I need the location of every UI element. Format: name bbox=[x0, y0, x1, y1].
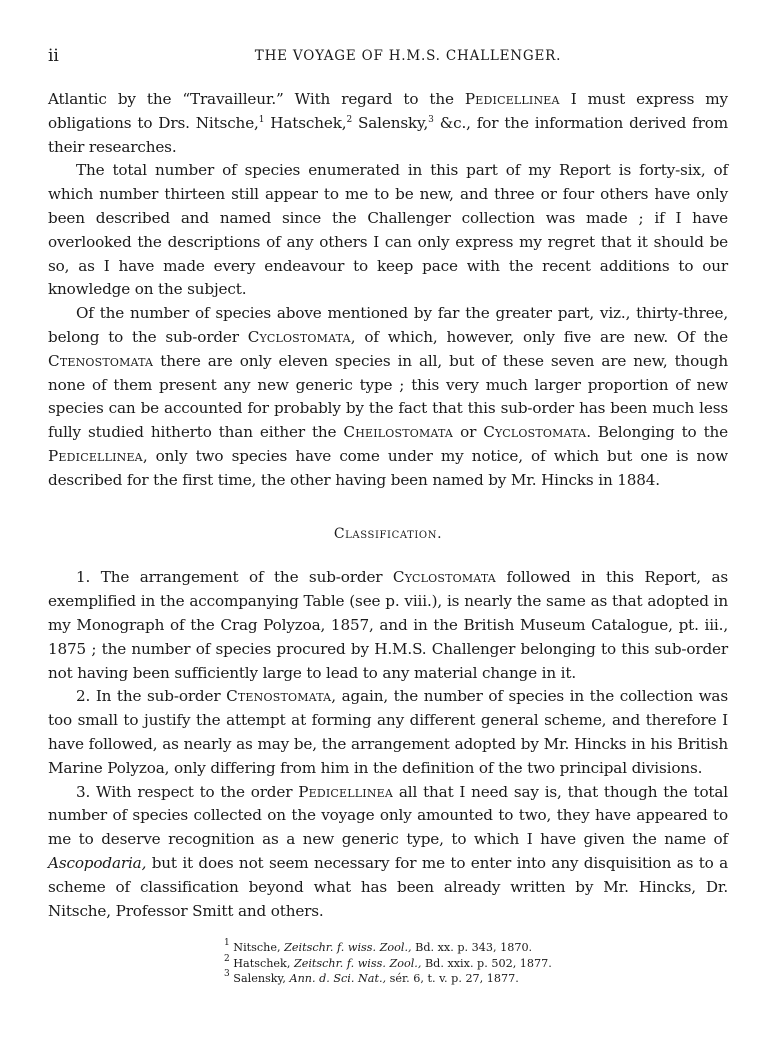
footnote-ref: 2 bbox=[346, 114, 353, 125]
page-number: ii bbox=[48, 46, 59, 66]
page-header bbox=[48, 42, 728, 66]
classification-item-1: 1. The arrangement of the sub-order Cyclostomata followed in this Report, as exemplified in the accompanying Table (see p. viii.), is nearly the same as that adopted in my Monograph of the Crag Polyzoa, 1857, and in the British Museum Catalogue, pt. iii., 1875 ; the number of species procured by H.M.S. Challenger belonging to this sub-order not having been sufficiently large to lead to any material change in it. bbox=[48, 568, 728, 682]
footnote-ref: 3 bbox=[428, 114, 434, 125]
footnote: $^3$ Salensky, Ann. d. Sci. Nat., sér. 6, t. v. p. 27, 1877. bbox=[224, 969, 519, 985]
footnote: $^2$ Hatschek, Zeitschr. f. wiss. Zool., Bd. xxix. p. 502, 1877. bbox=[224, 953, 552, 970]
classification-item-3: 3. With respect to the order Pedicellinea all that I need say is, that though the total number of species collected on the voyage only amounted to two, they have appeared to me to deserve recognition as a new generic type, to which I have given the name of Ascopodaria, but it does not seem necessary for me to enter into any disquisition as to a scheme of classification beyond what has been already written by Mr. Hincks, Dr. Nitsche, Professor Smitt and others. bbox=[48, 782, 729, 920]
paragraph-suborders: Of the number of species above mentioned by far the greater part, viz., thirty-three, belong to the sub-order Cyclostomata, of which, however, only five are new. Of the Ctenostomata there are only eleven species in all, but of these seven are new, though none of them present any new generic type ; this very much larger proportion of new species can be accounted for probably by the fact that this sub-order has been much less fully studied hitherto than either the Cheilostomata or Cyclostomata. Belonging to the Pedicellinea, only two species have come under my notice, of which but one is now described for the first time, the other having been named by Mr. Hincks in 1884. bbox=[48, 304, 728, 489]
footnote: $^1$ Nitsche, Zeitschr. f. wiss. Zool., Bd. xx. p. 343, 1870. bbox=[224, 938, 533, 954]
footnote-ref: 1 bbox=[258, 114, 265, 125]
paragraph-species-count: The total number of species enumerated in this part of my Report is forty-six, of which number thirteen still appear to me to be new, and three or four others have only been described and named since the Challenger collection was made ; if I have overlooked the descriptions of any others I can only express my regret that it should be so, as I have made every endeavour to keep pace with the recent additions to our knowledge on the subject. bbox=[48, 161, 728, 299]
section-heading: Classification. bbox=[333, 525, 443, 542]
paragraph-continuation: Atlantic by the “Travailleur.” With regard to the Pedicellinea I must express my obligations to Drs. Nitsche,$^1$ Hatschek,$^2$ Salensky,$^3$ &c., for the information derived from their researches. bbox=[48, 90, 728, 156]
footnotes bbox=[224, 940, 644, 987]
classification-item-2: 2. In the sub-order Ctenostomata, again, the number of species in the collection was too small to justify the attempt at forming any different general scheme, and therefore I have followed, as nearly as may be, the arrangement adopted by Mr. Hincks in his British Marine Polyzoa, only differing from him in the definition of the two principal divisions. bbox=[48, 687, 728, 777]
body-text bbox=[48, 88, 728, 923]
running-title: THE VOYAGE OF H.M.S. CHALLENGER. bbox=[254, 48, 562, 64]
